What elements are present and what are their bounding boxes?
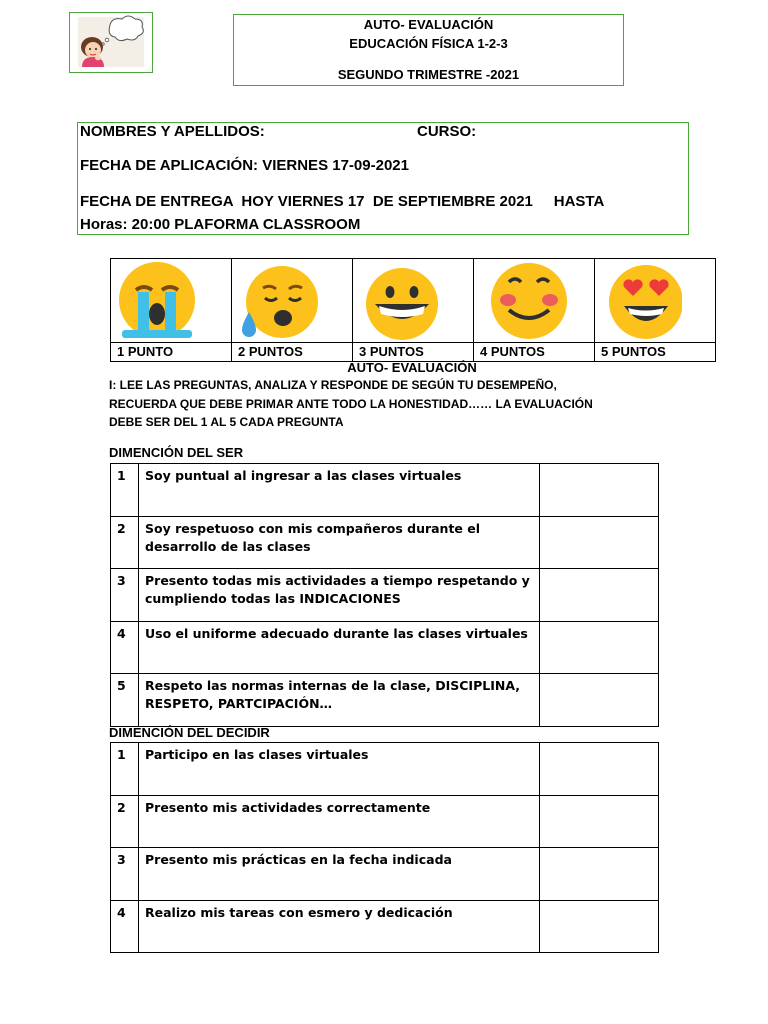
instructions: [109, 376, 669, 432]
scale-label-1: 1 PUNTO: [111, 342, 231, 361]
application-date: FECHA DE APLICACIÓN: VIERNES 17-09-2021: [80, 157, 409, 174]
question-text: Soy puntual al ingresar a las clases virtuales: [139, 464, 540, 517]
student-info-box: [77, 122, 689, 235]
row-number: 4: [111, 900, 139, 953]
question-text: Respeto las normas internas de la clase, DISCIPLINA, RESPETO, PARTCIPACIÓN…: [139, 674, 540, 727]
table-ser: [110, 463, 659, 727]
instruction-line-3: DEBE SER DEL 1 AL 5 CADA PREGUNTA: [109, 415, 344, 429]
question-text: Soy respetuoso con mis compañeros durante el desarrollo de las clases: [139, 516, 540, 569]
scale-item-4: [474, 259, 595, 362]
sad-sweat-face-icon: [237, 260, 319, 340]
answer-cell[interactable]: [540, 516, 659, 569]
row-number: 3: [111, 569, 139, 622]
scale-item-1: [111, 259, 232, 362]
thinking-girl-icon: [70, 13, 152, 72]
header-subject: EDUCACIÓN FÍSICA 1-2-3: [349, 36, 508, 51]
row-number: 5: [111, 674, 139, 727]
header-term: SEGUNDO TRIMESTRE -2021: [337, 67, 520, 82]
header-title: AUTO- EVALUACIÓN: [363, 17, 494, 32]
answer-cell[interactable]: [540, 848, 659, 901]
grinning-face-icon: [358, 260, 440, 340]
table-decidir: [110, 742, 659, 953]
row-number: 3: [111, 848, 139, 901]
scale-item-5: [595, 259, 716, 362]
crying-face-icon: [116, 260, 198, 340]
table-row: [111, 743, 659, 796]
answer-cell[interactable]: [540, 900, 659, 953]
question-text: Presento mis actividades correctamente: [139, 795, 540, 848]
question-text: Uso el uniforme adecuado durante las clases virtuales: [139, 621, 540, 674]
instruction-line-1: I: LEE LAS PREGUNTAS, ANALIZA Y RESPONDE DE SEGÚN TU DESEMPEÑO,: [109, 378, 557, 392]
delivery-date: FECHA DE ENTREGA HOY VIERNES 17 DE SEPTIEMBRE 2021 HASTA: [80, 193, 605, 210]
table-row: [111, 674, 659, 727]
answer-cell[interactable]: [540, 743, 659, 796]
table-row: [111, 621, 659, 674]
delivery-hours: Horas: 20:00 PLAFORMA CLASSROOM: [80, 216, 361, 233]
section-title-ser: DIMENCIÓN DEL SER: [109, 445, 244, 460]
blushing-smile-face-icon: [479, 260, 569, 340]
answer-cell[interactable]: [540, 621, 659, 674]
row-number: 2: [111, 795, 139, 848]
table-row: [111, 464, 659, 517]
question-text: Presento mis prácticas en la fecha indicada: [139, 848, 540, 901]
names-label: NOMBRES Y APELLIDOS:: [80, 123, 265, 140]
section-title-decidir: DIMENCIÓN DEL DECIDIR: [109, 725, 270, 740]
question-text: Participo en las clases virtuales: [139, 743, 540, 796]
header-box: [233, 14, 624, 86]
answer-cell[interactable]: [540, 795, 659, 848]
scale-label-5: 5 PUNTOS: [595, 342, 715, 361]
question-text: Realizo mis tareas con esmero y dedicación: [139, 900, 540, 953]
heart-eyes-face-icon: [600, 260, 682, 340]
scale-label-4: 4 PUNTOS: [474, 342, 594, 361]
scale-label-2: 2 PUNTOS: [232, 342, 352, 361]
scale-item-2: [232, 259, 353, 362]
thinking-girl-logo: [69, 12, 153, 73]
scale-item-3: [353, 259, 474, 362]
question-text: Presento todas mis actividades a tiempo respetando y cumpliendo todas las INDICACIONES: [139, 569, 540, 622]
table-row: [111, 569, 659, 622]
row-number: 1: [111, 464, 139, 517]
instruction-line-2: RECUERDA QUE DEBE PRIMAR ANTE TODO LA HONESTIDAD…… LA EVALUACIÓN: [109, 396, 593, 411]
evaluation-subtitle: AUTO- EVALUACIÓN: [347, 360, 477, 375]
table-row: [111, 848, 659, 901]
answer-cell[interactable]: [540, 674, 659, 727]
course-label: CURSO:: [417, 123, 477, 140]
row-number: 4: [111, 621, 139, 674]
rating-scale: [110, 258, 716, 362]
table-row: [111, 900, 659, 953]
table-row: [111, 795, 659, 848]
answer-cell[interactable]: [540, 569, 659, 622]
row-number: 2: [111, 516, 139, 569]
row-number: 1: [111, 743, 139, 796]
table-row: [111, 516, 659, 569]
answer-cell[interactable]: [540, 464, 659, 517]
scale-label-3: 3 PUNTOS: [353, 342, 473, 361]
